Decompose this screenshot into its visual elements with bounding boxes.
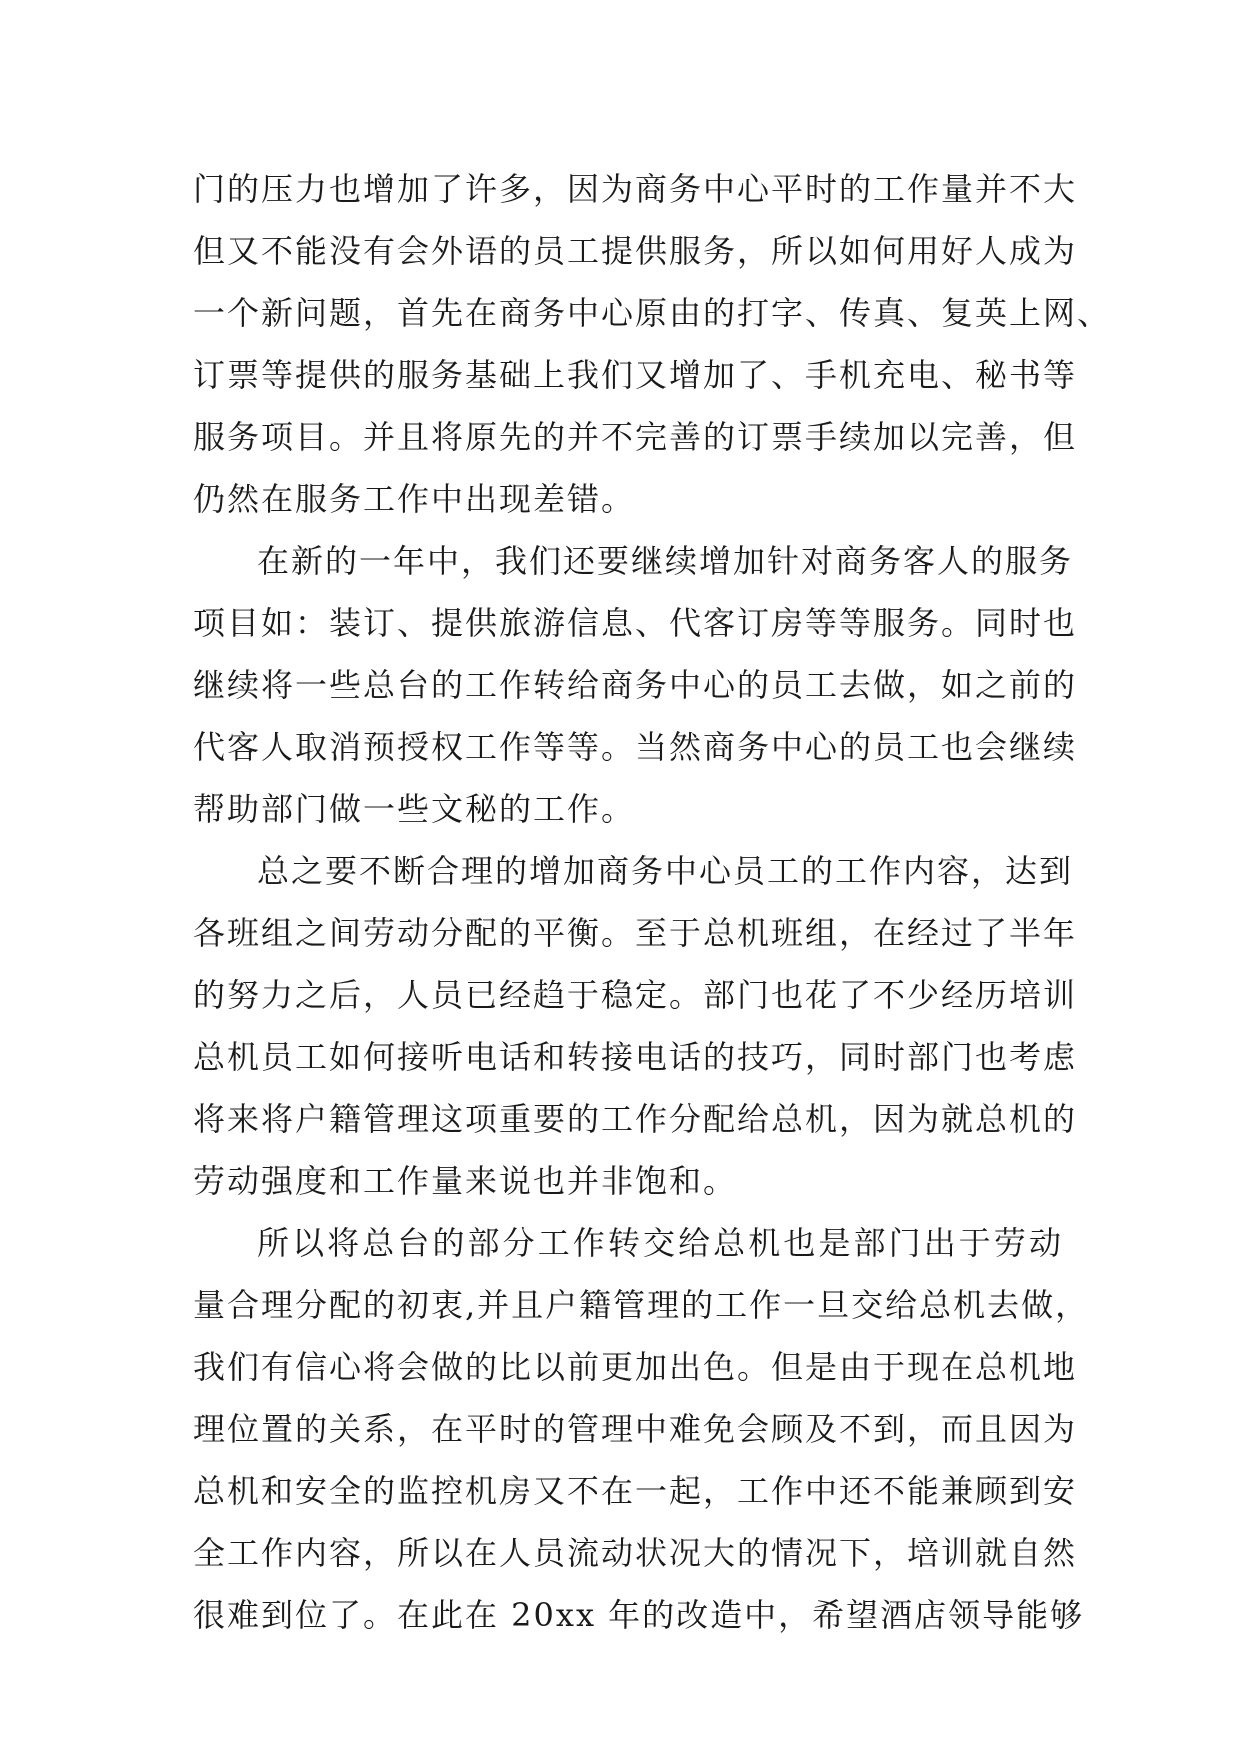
text-line: 各班组之间劳动分配的平衡。至于总机班组，在经过了半年 bbox=[193, 914, 1078, 952]
paragraph-1 bbox=[193, 158, 1112, 530]
text-line: 将来将户籍管理这项重要的工作分配给总机，因为就总机的 bbox=[193, 1100, 1078, 1138]
text-line: 我们有信心将会做的比以前更加出色。但是由于现在总机地 bbox=[193, 1348, 1078, 1386]
text-line: 代客人取消预授权工作等等。当然商务中心的员工也会继续 bbox=[193, 728, 1078, 766]
paragraph-3 bbox=[193, 840, 1078, 1212]
text-line: 总机和安全的监控机房又不在一起，工作中还不能兼顾到安 bbox=[193, 1472, 1078, 1510]
body-text bbox=[193, 158, 1112, 1646]
text-line: 但又不能没有会外语的员工提供服务，所以如何用好人成为 bbox=[193, 232, 1078, 270]
text-line: 很难到位了。在此在 20xx 年的改造中，希望酒店领导能够 bbox=[193, 1596, 1085, 1634]
text-line: 总之要不断合理的增加商务中心员工的工作内容，达到 bbox=[257, 852, 1074, 890]
text-line: 总机员工如何接听电话和转接电话的技巧，同时部门也考虑 bbox=[193, 1038, 1078, 1076]
text-line: 理位置的关系，在平时的管理中难免会顾及不到，而且因为 bbox=[193, 1410, 1078, 1448]
text-line: 一个新问题，首先在商务中心原由的打字、传真、复英上网、 bbox=[193, 294, 1112, 332]
text-line: 帮助部门做一些文秘的工作。 bbox=[193, 790, 636, 828]
text-line: 服务项目。并且将原先的并不完善的订票手续加以完善，但 bbox=[193, 418, 1078, 456]
text-line: 项目如：装订、提供旅游信息、代客订房等等服务。同时也 bbox=[193, 604, 1078, 642]
text-line: 订票等提供的服务基础上我们又增加了、手机充电、秘书等 bbox=[193, 356, 1078, 394]
text-line: 劳动强度和工作量来说也并非饱和。 bbox=[193, 1162, 738, 1200]
text-line: 全工作内容，所以在人员流动状况大的情况下，培训就自然 bbox=[193, 1534, 1078, 1572]
text-line: 仍然在服务工作中出现差错。 bbox=[193, 480, 636, 518]
paragraph-2 bbox=[193, 530, 1078, 840]
text-line: 量合理分配的初衷,并且户籍管理的工作一旦交给总机去做， bbox=[193, 1286, 1090, 1324]
paragraph-4 bbox=[193, 1212, 1090, 1646]
text-line: 继续将一些总台的工作转给商务中心的员工去做，如之前的 bbox=[193, 666, 1078, 704]
text-line: 门的压力也增加了许多，因为商务中心平时的工作量并不大 bbox=[193, 170, 1078, 208]
text-line: 的努力之后，人员已经趋于稳定。部门也花了不少经历培训 bbox=[193, 976, 1078, 1014]
text-line: 所以将总台的部分工作转交给总机也是部门出于劳动 bbox=[257, 1224, 1063, 1262]
text-line: 在新的一年中，我们还要继续增加针对商务客人的服务 bbox=[257, 542, 1074, 580]
